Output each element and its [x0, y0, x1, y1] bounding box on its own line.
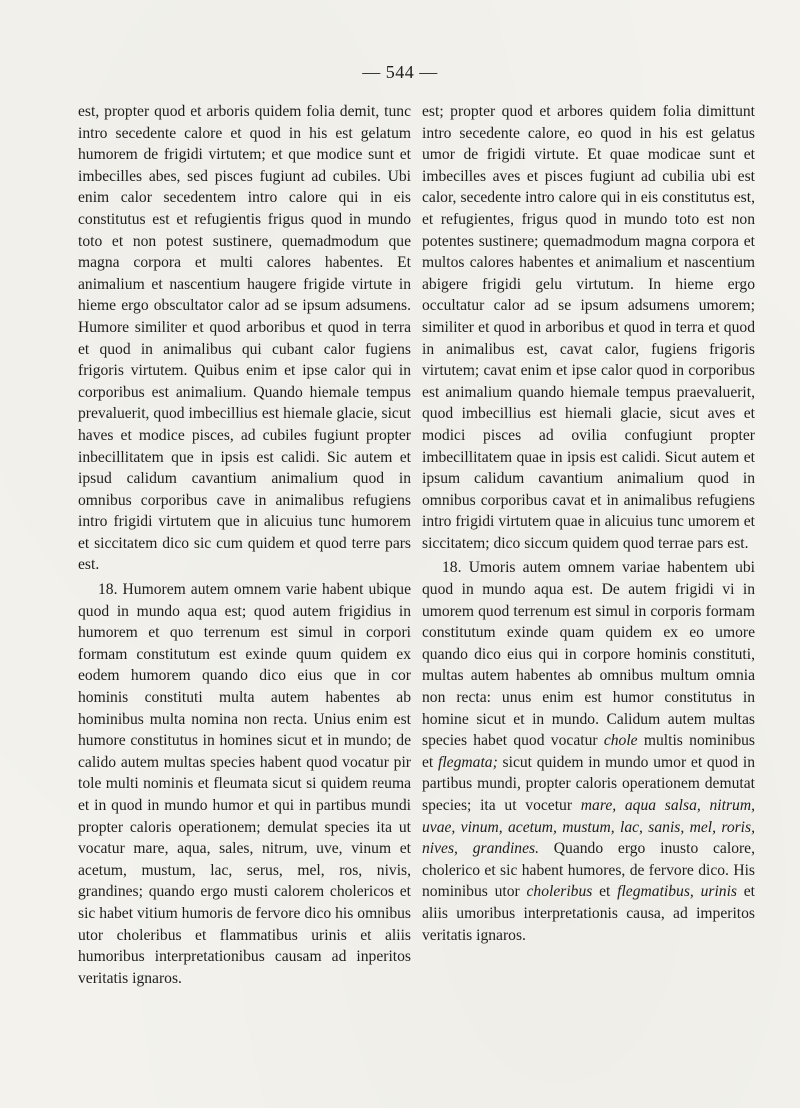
right-paragraph-2-text-1: 18. Umoris autem omnem variae habentem ubi quod in mundo aqua est. De autem frigidi vi in umorem quod terrenum est simul in corporis formam constitutum exinde quam quidem ex eo umore quando dico eius qui in corpore hominis constituti, multas autem habentes ab omnibus multum omnia non recta: unus enim est humor constitutus in homine sicut et in mundo. Calidum autem multas species habet quod vocatur: [422, 559, 755, 750]
right-paragraph-2-text-5: et: [592, 883, 618, 901]
italic-term-choleribus: choleribus: [526, 883, 593, 901]
right-paragraph-2-text-4: Quando ergo inusto calore, cholerico et sic habent humores, de fervore dico. His nominibus utor: [422, 840, 755, 901]
left-paragraph-2: 18. Humorem autem omnem varie habent ubique quod in mundo aqua est; quod autem frigidius in humorem et quo terrenum est simul in corpori formam constitutum est exinde quum quidem ex eodem humorem quando dico eius que in cor hominis constituti multa autem habentes ab hominibus multa nomina non recta. Unius enim est humore constitutus in homines sicut et in mundo; de calido autem multas species habent quod vocatur pir tole multi nominis et fleumata sicut si quidem reuma et in quod in mundo humor et qui in partibus mundi propter caloris operationem; demulat species ita ut vocatur mare, aqua, sales, nitrum, uve, vinum et acetum, mustum, lac, serus, mel, ros, nivis, grandines; quando ergo musti calorem cholericos et sic habet vitium humoris de fervore dico his omnibus utor choleribus et flammatibus urinis et aliis humoribus interpretationibus causam ad inperitos veritatis ignaros.: [78, 581, 411, 987]
right-paragraph-2: [422, 557, 755, 946]
right-column: [422, 101, 755, 946]
right-paragraph-2-text-3: sicut quidem in mundo umor et quod in partibus mundi, propter caloris operationem demutat species; ita ut vocetur: [422, 753, 755, 814]
page-number: — 544 —: [362, 62, 438, 82]
right-paragraph-2-text-6: et aliis umoribus interpretationis causa, ad imperitos veritatis ignaros.: [422, 883, 755, 944]
right-paragraph-2-text-2: multis nominibus et: [422, 732, 755, 771]
italic-term-chole: chole: [603, 732, 638, 750]
italic-term-flegmatibus: flegmatibus, urinis: [617, 883, 737, 901]
left-paragraph-1: est, propter quod et arboris quidem folia demit, tunc intro secedente calore et quod in his est gelatum humorem de frigidi virtutem; et que modice sunt et imbecilles abes, sed pisces fugiunt ad cubiles. Ubi enim calor secedentem intro calore qui in eis constitutus est et refugientis frigus quod in mundo toto et non potest sustinere, quemadmodum que magna corpora et multi calores habentes. Et animalium et nascentium haugere frigide virtute in hieme ergo obscultator calor ad se ipsum adsumens. Humore similiter et quod arboribus et quod in terra et quod in animalibus qui cubant calor fugiens frigoris virtutem. Quibus enim et ipse calor qui in corporibus est animalium. Quando hiemale tempus prevaluerit, quod imbecillius est hiemale glacie, sicut haves et modice pisces, ad cubiles fugiunt propter inbecillitatem que in ipsis est calidi. Sic autem et ipsud calidum cavantium animalium quod in omnibus corporibus cave in animalibus refugiens intro frigidi virtutem que in alicuius tunc humorem et siccitatem dico sic cum quidem et quod terre pars est.: [78, 103, 411, 574]
left-column: [78, 101, 411, 989]
italic-term-list: mare, aqua salsa, nitrum, uvae, vinum, acetum, mustum, lac, sanis, mel, roris, nives, grandines.: [422, 797, 755, 858]
right-paragraph-1: est; propter quod et arbores quidem folia dimittunt intro secedente calore, eo quod in his est gelatus umor de frigidi virtute. Et quae modicae sunt et imbecilles aves et pisces fugiunt ad cubilia ubi est calor, secedente intro calore qui in eis constitutus est, et refugientes, frigus quod in mundo toto est non potentes sustinere; quemadmodum magna corpora et multos calores habentes et animalium et nascentium abigere frigidi gelu virtutum. In hieme ergo occultatur calor ad se ipsum adsumens umorem; similiter et quod in arboribus et quod in terra et quod in animalibus est, cavat calor, fugiens frigoris virtutem; cavat enim et ipse calor quod in corporibus est animalium quando hiemale tempus praevaluerit, quod imbecillius est hiemali glacie, sicut aves et modici pisces ad ovilia confugiunt propter imbecillitatem quae in ipsis est calidi. Sicut autem et ipsum calidum cavantium animalium quod in omnibus corporibus cavat et in animalibus refugiens intro frigidi virtutem quae in alicuius tunc umorem et siccitatem; dico siccum quidem quod terrae pars est.: [422, 103, 755, 552]
italic-term-flegmata: flegmata;: [438, 753, 498, 771]
